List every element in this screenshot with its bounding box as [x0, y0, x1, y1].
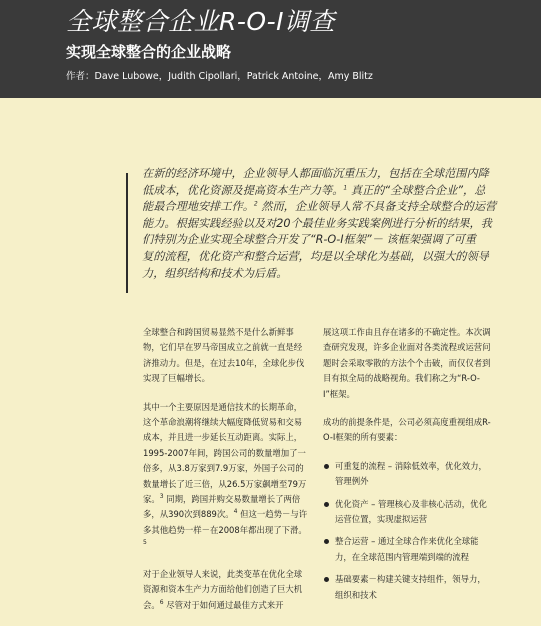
left-column: [143, 325, 309, 626]
body-text: 对于企业领导人来说，此类变革在优化全球资源和资本生产力方面给他们创造了巨大机会。: [143, 568, 303, 610]
intro-line: 复的流程，优化资产和整合运营，均是以全球化为基础，以强大的领导: [142, 249, 489, 263]
intro-paragraph: [142, 166, 524, 282]
body-text: 其中一个主要原因是通信技术的长期革命，这个革命浪潮将继续大幅度降低贸易和交易成本，并且进一步延长互动距离。实际上，1995-2007年间，跨国公司的数量增加了一倍多，从3.8万家到7.9万家，外国子公司的数量增长了近三倍，从26.5万家飙增至79万家。: [143, 401, 307, 505]
body-paragraph: 全球整合和跨国贸易显然不是什么新鲜事物，它们早在罗马帝国成立之前就一直是经济推动力。但是，在过去10年，全球化步伐实现了巨幅增长。: [143, 327, 305, 384]
intro-divider: [126, 173, 128, 293]
list-item-text: 可重复的流程 – 消除低效率，优化效力，管理例外: [335, 460, 487, 487]
intro-text: 真正的“全球整合企业”，总: [347, 183, 486, 197]
framework-list: [323, 459, 491, 603]
intro-line: [142, 183, 524, 200]
body-paragraph: 成功的前提条件是，公司必须高度重视组成R-O-I框架的所有要素：: [323, 417, 491, 443]
intro-line: 们特别为企业实现全球整合开发了“R-O-I框架”－ 该框架强调了可重: [142, 233, 476, 247]
footnote-ref: 6: [159, 598, 164, 606]
author-line: 作者：Dave Lubowe，Judith Cipollari，Patrick Antoine，Amy Blitz: [66, 71, 373, 82]
intro-text: 低成本，优化资源及提高资本生产力等。: [142, 183, 344, 197]
intro-line: [142, 199, 524, 216]
bullet-icon: [324, 502, 329, 507]
footnote-ref: 2: [253, 200, 258, 208]
body-text: 尽管对于如何通过最佳方式来开: [163, 599, 284, 610]
intro-line: 在新的经济环境中，企业领导人都面临沉重压力，包括在全球范围内降: [142, 167, 489, 180]
intro-line: 能力。根据实践经验以及对20个最佳业务实践案例进行分析的结果，我: [142, 216, 492, 230]
intro-text: 能最合理地安排工作。: [142, 200, 254, 214]
intro-text: 然而，企业领导人常不具备支持全球整合的运营: [257, 200, 497, 214]
bullet-icon: [324, 464, 329, 469]
list-item-text: 基础要素－构建关键支持组件，领导力，组织和技术: [335, 574, 486, 600]
header-banner: [0, 0, 541, 98]
list-item: [323, 572, 491, 603]
body-paragraph: 展这项工作由且存在诸多的不确定性。本次调查研究发现，许多企业面对各类流程或运营问题时会采取零散的方法个个击破，而仅仅者到目有拟全局的战略视角。我们称之为“R-O-I”框架。: [323, 327, 491, 399]
bullet-icon: [324, 577, 329, 582]
list-item-text: 整合运营 – 通过全球合作来优化全球能力，在全球范围内管理端到端的流程: [335, 536, 479, 562]
bullet-icon: [324, 539, 329, 544]
body-paragraph: [143, 567, 309, 613]
body-text: 但这一趋势－与许多其他趋势一样－在2008年都出现了下滑。: [143, 509, 308, 535]
intro-line: 力，组织结构和技术为后盾。: [142, 266, 288, 280]
footnote-ref: 3: [159, 493, 164, 501]
list-item-text: 优化资产 – 管理核心及非核心活动，优化运营位置，实现虚拟运营: [335, 498, 487, 525]
footnote-ref: 5: [143, 539, 147, 547]
list-item: [323, 459, 491, 490]
body-text: 同期，跨国并购交易数量增长了两倍多，从390次到889次。: [143, 494, 301, 520]
footnote-ref: 1: [343, 183, 348, 191]
page-subtitle: 实现全球整合的企业战略: [66, 43, 232, 61]
footnote-ref: 4: [233, 508, 238, 516]
right-column: [323, 325, 491, 610]
body-paragraph: [143, 400, 309, 554]
list-item: [323, 534, 491, 565]
page-title: 全球整合企业R-O-I调查: [66, 7, 335, 36]
list-item: [323, 497, 491, 528]
